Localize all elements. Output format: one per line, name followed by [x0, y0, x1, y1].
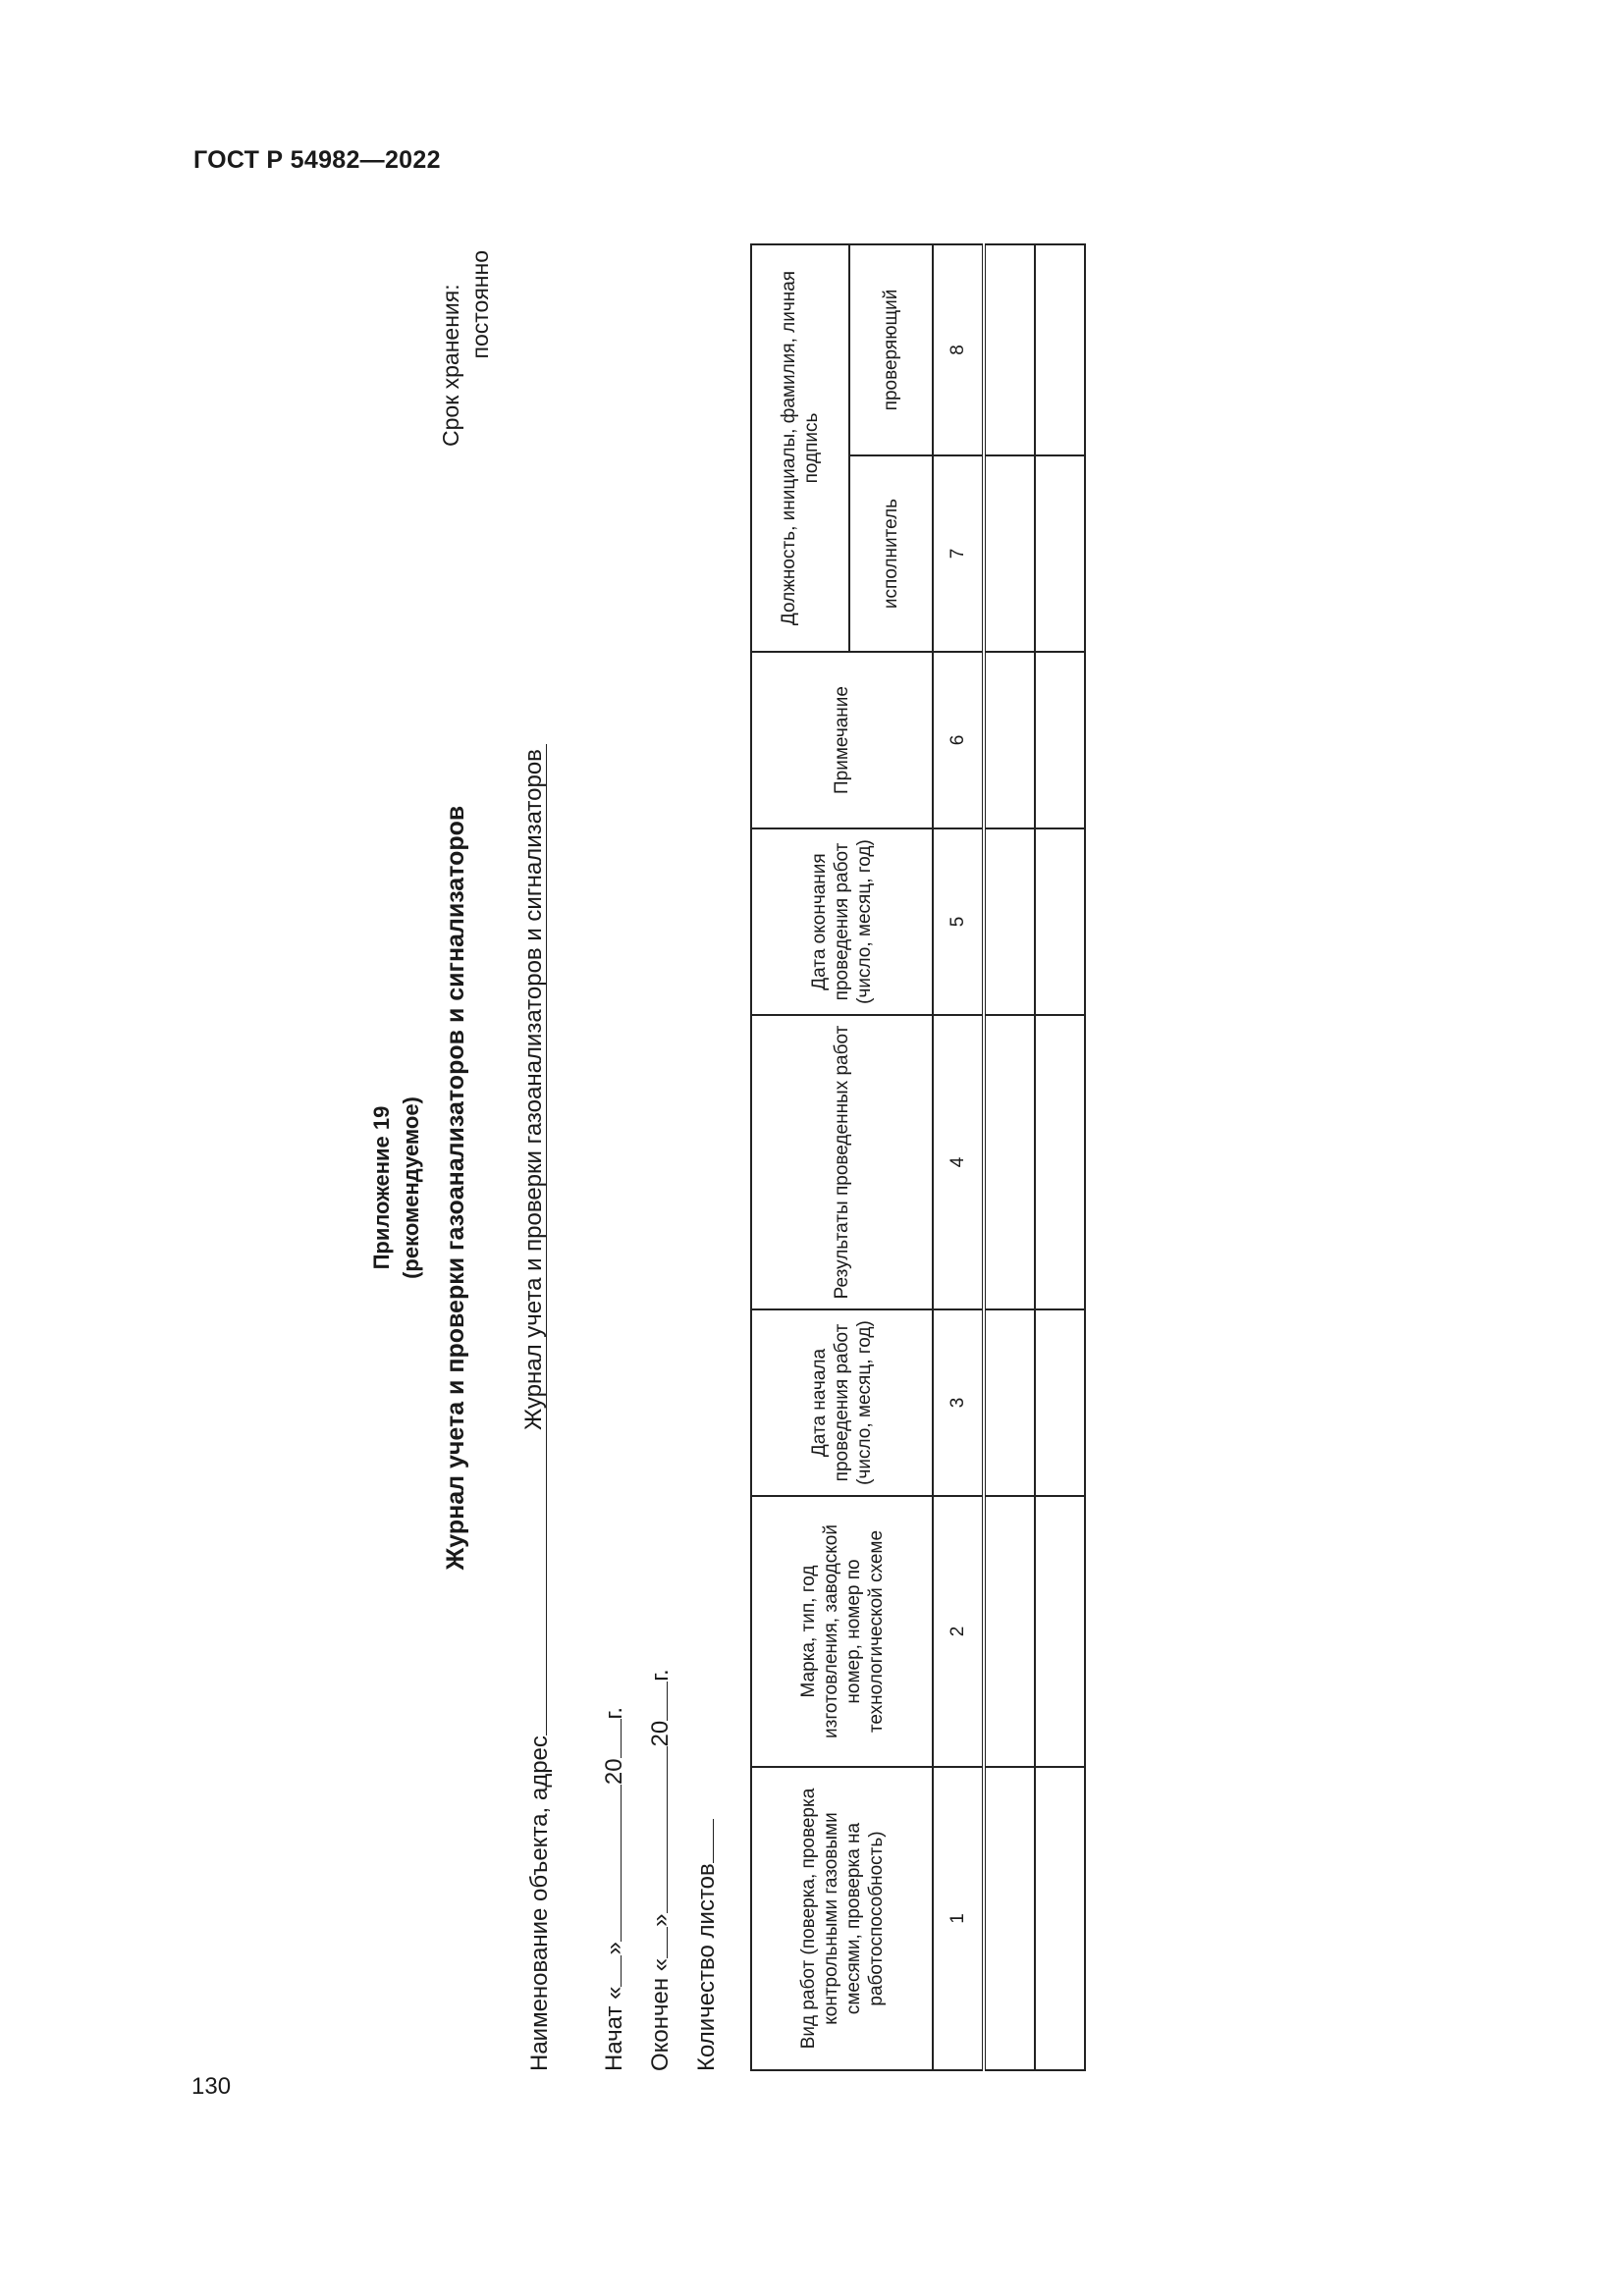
table-header-row	[751, 244, 849, 2070]
column-number: 6	[933, 652, 984, 828]
table-row	[984, 244, 1035, 2070]
sub-column-header: исполнитель	[849, 455, 933, 652]
column-number: 7	[933, 455, 984, 652]
column-header: Марка, тип, год изготовления, заводской номер, номер по технологической схеме	[751, 1496, 933, 1767]
sub-column-header: проверяющий	[849, 244, 933, 455]
sheets-count-field: Количество листов	[691, 1669, 737, 2071]
table-row	[1035, 244, 1085, 2070]
rotated-form	[367, 206, 1015, 2071]
appendix-title: Приложение 19	[369, 1105, 394, 1270]
group-header: Должность, инициалы, фамилия, личная подпись	[751, 244, 849, 652]
column-number-row	[933, 244, 984, 2070]
journal-table	[750, 243, 1086, 2071]
object-name-label: Наименование объекта, адрес	[526, 1735, 553, 2071]
retention-period	[436, 250, 495, 447]
journal-caption: Журнал учета и проверки газоанализаторов и сигнализаторов	[520, 749, 547, 1430]
column-header: Результаты проведенных работ	[751, 1015, 933, 1309]
column-number: 2	[933, 1496, 984, 1767]
retention-label: Срок хранения:	[438, 284, 463, 447]
document-standard-header: ГОСТ Р 54982—2022	[193, 146, 441, 174]
column-number: 1	[933, 1767, 984, 2070]
column-number: 5	[933, 828, 984, 1015]
appendix-heading	[367, 795, 426, 1580]
started-date-field: Начат «»20г.	[601, 1706, 627, 2071]
journal-title: Журнал учета и проверки газоанализаторов и сигнализаторов	[442, 805, 469, 1571]
column-number: 8	[933, 244, 984, 455]
page-number: 130	[191, 2073, 232, 2100]
column-header: Вид работ (поверка, проверка контрольными газовыми смесями, проверка на работоспособность)	[751, 1767, 933, 2070]
column-header: Примечание	[751, 652, 933, 828]
finished-date-field: Окончен «»20г.	[647, 1669, 674, 2071]
column-header: Дата окончания проведения работ (число, месяц, год)	[751, 828, 933, 1015]
retention-value: постоянно	[467, 250, 493, 359]
column-header: Дата начала проведения работ (число, месяц, год)	[751, 1309, 933, 1496]
appendix-subtitle: (рекомендуемое)	[399, 1096, 423, 1279]
journal-dates	[599, 1669, 737, 2071]
column-number: 4	[933, 1015, 984, 1309]
column-number: 3	[933, 1309, 984, 1496]
